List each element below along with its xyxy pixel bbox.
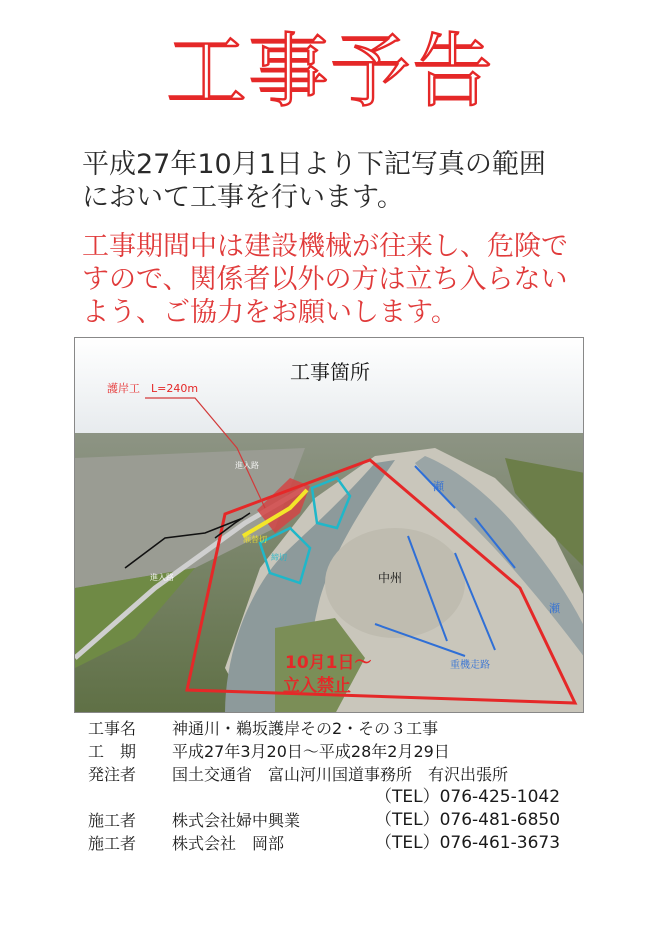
warning-line-2: すので、関係者以外の方は立ち入らない: [82, 264, 568, 295]
contractor-1-label: 施工者: [88, 811, 137, 830]
info-row-period: [88, 740, 628, 763]
photo-heading: 工事箇所: [290, 360, 370, 384]
rapids-label-2: 瀬: [549, 602, 560, 615]
warning-line-1: 工事期間中は建設機械が往来し、危険で: [82, 231, 568, 262]
intro-line-1: 平成27年10月1日より下記写真の範囲: [82, 149, 546, 180]
access-road-label-top: 進入路: [235, 461, 259, 470]
contractor-1-value: 株式会社婦中興業: [172, 811, 301, 830]
site-photo: [74, 337, 584, 713]
info-row-contractor-2: [88, 832, 628, 855]
info-row-client-tel: [88, 786, 628, 809]
project-label: 工事名: [88, 719, 137, 738]
contractor-1-tel: （TEL）076-481-6850: [375, 810, 561, 830]
client-tel: （TEL）076-425-1042: [375, 787, 561, 807]
revetment-label: 護岸工 L=240m: [107, 382, 199, 395]
contractor-2-tel: （TEL）076-461-3673: [375, 833, 561, 853]
warning-line-3: よう、ご協力をお願いします。: [82, 297, 458, 328]
sandbar-label: 中州: [378, 571, 403, 585]
no-entry-label-2: 立入禁止: [283, 676, 351, 696]
rapids-label-1: 瀬: [433, 480, 444, 493]
info-row-project: [88, 717, 628, 740]
heavy-machinery-label: 重機走路: [450, 660, 490, 671]
project-value: 神通川・鵜坂護岸その2・その３工事: [172, 719, 439, 738]
client-label: 発注者: [88, 765, 137, 784]
intro-line-2: において工事を行います。: [82, 182, 404, 213]
closed-label: 締切: [271, 553, 287, 562]
info-row-contractor-1: [88, 809, 628, 832]
cut-label: 瀬替切: [243, 535, 267, 544]
aerial-photo-illustration: [75, 338, 584, 713]
access-road-label-left: 進入路: [150, 573, 174, 582]
no-entry-label-1: 10月1日～: [285, 653, 372, 673]
page-title: 工事予告: [166, 25, 495, 118]
info-row-client: [88, 763, 628, 786]
warning-text: [82, 230, 622, 329]
project-info: [88, 717, 628, 855]
contractor-2-value: 株式会社 岡部: [172, 834, 285, 853]
period-value: 平成27年3月20日～平成28年2月29日: [172, 742, 450, 761]
intro-text: [82, 148, 622, 214]
client-value: 国土交通省 富山河川国道事務所 有沢出張所: [172, 765, 509, 784]
period-label: 工 期: [88, 742, 137, 761]
contractor-2-label: 施工者: [88, 834, 137, 853]
